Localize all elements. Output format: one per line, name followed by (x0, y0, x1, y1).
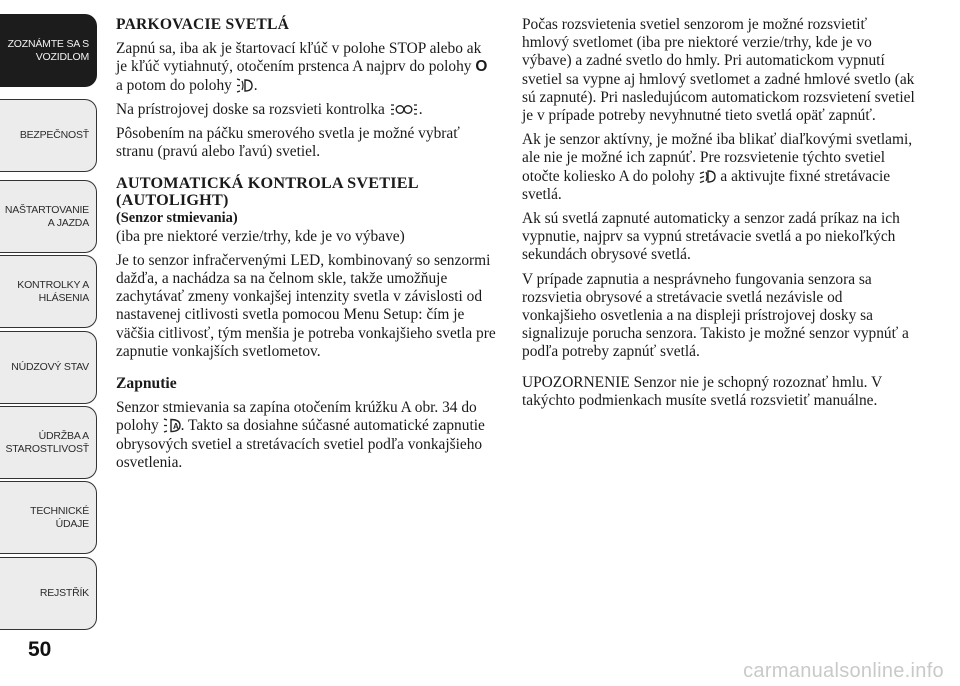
paragraph-indicator (116, 101, 496, 119)
tab-safety[interactable]: BEZPEČNOSŤ (0, 99, 97, 172)
left-column (116, 16, 496, 478)
text-fragment: . (253, 76, 258, 94)
svg-text:A: A (172, 422, 179, 432)
auto-light-icon (163, 418, 181, 433)
availability-note: (iba pre niektoré verzie/trhy, kde je vo výbave) (116, 227, 405, 245)
text-fragment: Zapnú sa, iba ak je štartovací kľúč v polohe STOP alebo ak je kľúč vytiahnutý, otočením prstenca A najprv do polohy (116, 40, 482, 76)
paragraph-parking-activation (116, 40, 496, 95)
subheading-dusk-sensor: (Senzor stmievania) (116, 210, 238, 227)
paragraph-high-beam (522, 131, 917, 204)
tab-emergency[interactable]: NÚDZOVÝ STAV (0, 331, 97, 404)
text-fragment: Ak je senzor aktívny, je možné iba blikať diaľkovými svetlami, ale nie je možné ich zapnúť. Pre rozsvietenie týchto svetiel otočte koliesko A do polohy (522, 131, 913, 185)
side-lights-indicator-icon (389, 102, 419, 117)
tab-starting-and-driving[interactable]: NAŠTARTOVANIE A JAZDA (0, 180, 97, 253)
low-beam-icon (699, 169, 717, 184)
paragraph-sensor-description: Je to senzor infračervenými LED, kombinovaný so senzormi dažďa, a nachádza sa na čelnom skle, takže umožňuje zachytávať zmeny vonkajšej intenzity svetla v závislosti od nastavenej citlivosti svetla pomocou Menu Setup: čím je väčšia citlivosť, tým menšia je potreba vonkajšieho svetla pre zapnutie vonkajších svetlometov. (116, 251, 496, 360)
text-fragment: . Takto sa dosiahne súčasné automatické zapnutie obrysových svetiel a stretávacích svetiel podľa vonkajšieho osvetlenia. (116, 417, 485, 471)
warning-note: UPOZORNENIE Senzor nie je schopný rozoznať hmlu. V takýchto podmienkach musíte svetlá rozsvietiť manuálne. (522, 373, 882, 409)
page-number: 50 (28, 638, 52, 661)
tab-technical-data[interactable]: TECHNICKÉ ÚDAJE (0, 481, 97, 554)
heading-parking-lights: PARKOVACIE SVETLÁ (116, 16, 290, 33)
paragraph-sensor-fault: V prípade zapnutia a nesprávneho fungovania senzora sa rozsvietia obrysové a stretávacie svetlá nezávisle od vonkajšieho osvetlenia a na displeji prístrojovej dosky sa signalizuje porucha senzora. Takisto je možné senzor vypnúť a podľa potreby zapnúť svetlá. (522, 270, 909, 361)
heading-autolight: AUTOMATICKÁ KONTROLA SVETIEL (AUTOLIGHT) (116, 174, 418, 210)
right-column (522, 16, 917, 416)
text-fragment: Na prístrojovej doske sa rozsvieti kontrolka (116, 100, 389, 118)
text-fragment: Senzor stmievania sa zapína otočením krúžku A obr. 34 do polohy (116, 399, 477, 435)
paragraph-auto-off: Ak sú svetlá zapnuté automaticky a senzor zadá príkaz na ich vypnutie, najprv sa vypnú stretávacie svetlá a po niekoľkých sekundách obrysové svetlá. (522, 210, 900, 264)
heading-activation: Zapnutie (116, 375, 177, 393)
position-o-label: O (475, 58, 488, 76)
text-fragment: a potom do polohy (116, 76, 236, 94)
text-fragment: . (418, 100, 423, 118)
paragraph-fog-lights: Počas rozsvietenia svetiel senzorom je možné rozsvietiť hmlový svetlomet (iba pre niektoré verzie/trhy, kde je vo výbave) a zadné svetlo do hmly. Pri automatickom vypnutí svetiel sa vypne aj hmlový svetlomet a zadné hmlové svetlo (ak sú zapnuté). Pri nasledujúcom automatickom rozsvietení svetiel je v prípade potreby nevyhnutné tieto svetlá opäť zapnúť. (522, 16, 915, 125)
tab-index[interactable]: REJSTŘÍK (0, 557, 97, 630)
watermark: carmanualsonline.info (743, 660, 944, 682)
tab-warning-lights[interactable]: KONTROLKY A HLÁSENIA (0, 255, 97, 328)
parking-light-icon (236, 78, 254, 93)
text-fragment: a aktivujte fixné stretávacie svetlá. (522, 167, 891, 203)
tab-maintenance[interactable]: ÚDRŽBA A STAROSTLIVOSŤ (0, 406, 97, 479)
paragraph-side-selection: Pôsobením na páčku smerového svetla je možné vybrať stranu (pravú alebo ľavú) svetiel. (116, 125, 460, 161)
paragraph-sensor-activation (116, 399, 496, 472)
tab-getting-to-know-vehicle[interactable]: ZOZNÁMTE SA S VOZIDLOM (0, 14, 97, 87)
